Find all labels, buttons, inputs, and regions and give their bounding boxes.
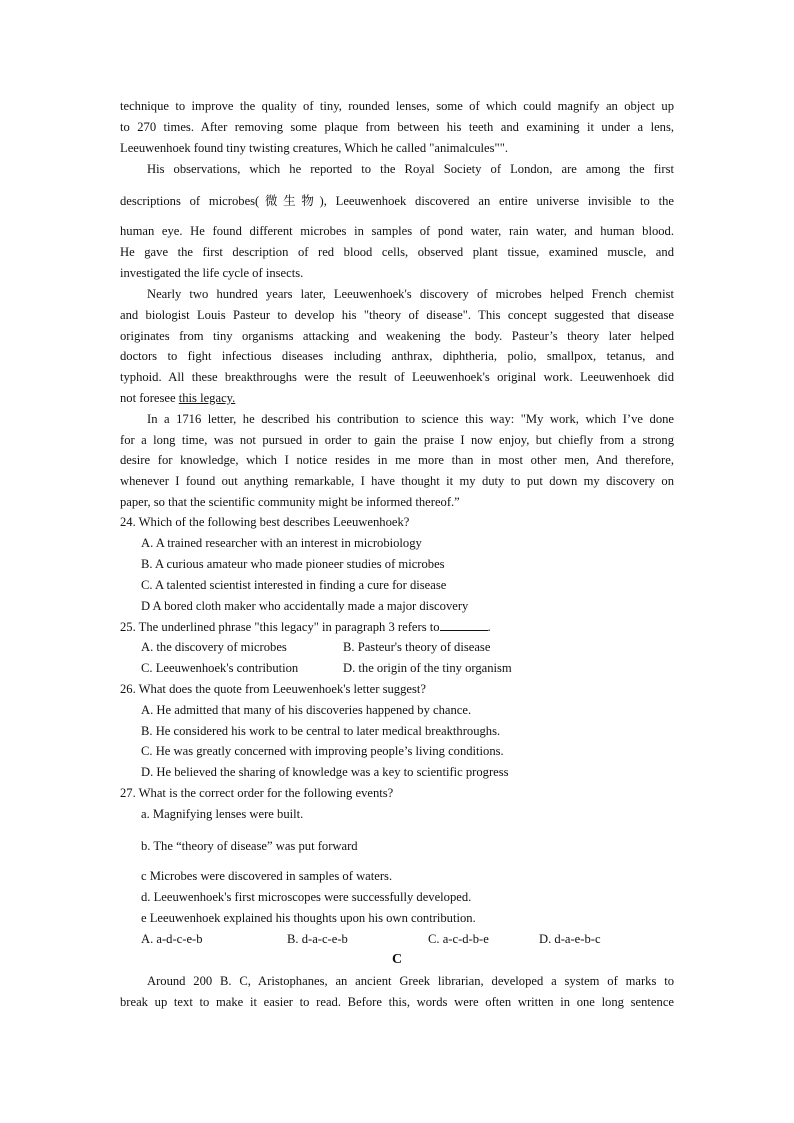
question-27-event-d: d. Leeuwenhoek's first microscopes were successfully developed. — [141, 890, 472, 904]
question-26-option-a: A. He admitted that many of his discoveries happened by chance. — [141, 703, 472, 717]
question-27-event-e: e Leeuwenhoek explained his thoughts upon his own contribution. — [141, 911, 476, 925]
paragraph-line: for a long time, was not pursued in order to gain the praise I now enjoy, but chiefly from a strong — [120, 433, 674, 447]
question-24-option-b: B. A curious amateur who made pioneer studies of microbes — [141, 557, 445, 571]
question-25-option-c: C. Leeuwenhoek's contribution — [141, 661, 299, 675]
paragraph-line: human eye. He found different microbes in samples of pond water, rain water, and human blood. — [120, 224, 674, 238]
paragraph-line: and biologist Louis Pasteur to develop his "theory of disease". This concept suggested that disease — [120, 308, 674, 322]
paragraph-line: Leeuwenhoek found tiny twisting creatures, Which he called "animalcules"". — [120, 141, 508, 155]
question-26-option-d: D. He believed the sharing of knowledge was a key to scientific progress — [141, 765, 509, 779]
question-27-option-b: B. d-a-c-e-b — [287, 932, 348, 946]
question-25-option-a: A. the discovery of microbes — [141, 640, 287, 654]
paragraph-line: technique to improve the quality of tiny, rounded lenses, some of which could magnify an object up — [120, 99, 674, 113]
question-25-stem — [120, 619, 674, 635]
question-26-stem: 26. What does the quote from Leeuwenhoek's letter suggest? — [120, 682, 426, 696]
question-25-stem-end: . — [487, 620, 491, 634]
paragraph-line: In a 1716 letter, he described his contribution to science this way: "My work, which I’ve done — [147, 412, 674, 426]
question-24-option-c: C. A talented scientist interested in finding a cure for disease — [141, 578, 447, 592]
question-27-option-d: D. d-a-e-b-c — [539, 932, 601, 946]
question-26-option-b: B. He considered his work to be central to later medical breakthroughs. — [141, 724, 501, 738]
paragraph-line: His observations, which he reported to the Royal Society of London, are among the first — [147, 162, 674, 176]
paragraph-line: whenever I found out anything remarkable, I have thought it my duty to put down my discovery on — [120, 474, 674, 488]
question-24-option-a: A. A trained researcher with an interest in microbiology — [141, 536, 422, 550]
question-27-stem: 27. What is the correct order for the following events? — [120, 786, 394, 800]
paragraph-line: break up text to make it easier to read. Before this, words were often written in one long sentence — [120, 995, 674, 1009]
question-26-option-c: C. He was greatly concerned with improving people’s living conditions. — [141, 744, 504, 758]
question-27-event-b: b. The “theory of disease” was put forward — [141, 839, 358, 853]
question-24-stem: 24. Which of the following best describes Leeuwenhoek? — [120, 515, 410, 529]
answer-blank — [440, 619, 488, 631]
question-25-option-d: D. the origin of the tiny organism — [343, 661, 512, 675]
question-27-event-a: a. Magnifying lenses were built. — [141, 807, 304, 821]
paragraph-line: He gave the first description of red blood cells, observed plant tissue, examined muscle, and — [120, 245, 674, 259]
question-27-event-c: c Microbes were discovered in samples of waters. — [141, 869, 393, 883]
question-27-option-c: C. a-c-d-b-e — [428, 932, 489, 946]
question-25-stem-text: 25. The underlined phrase "this legacy" in paragraph 3 refers to — [120, 620, 440, 634]
question-24-option-d: D A bored cloth maker who accidentally made a major discovery — [141, 599, 469, 613]
paragraph-line — [120, 390, 674, 406]
paragraph-text: not foresee — [120, 391, 179, 405]
paragraph-line: investigated the life cycle of insects. — [120, 266, 304, 280]
paragraph-line: Nearly two hundred years later, Leeuwenhoek's discovery of microbes helped French chemist — [147, 287, 674, 301]
paragraph-line: paper, so that the scientific community might be informed thereof.” — [120, 495, 460, 509]
question-27-option-a: A. a-d-c-e-b — [141, 932, 203, 946]
paragraph-line: desire for knowledge, which I notice resides in me more than in most other men, And therefore, — [120, 453, 674, 467]
paragraph-line: typhoid. All these breakthroughs were the result of Leeuwenhoek's original work. Leeuwenhoek did — [120, 370, 674, 384]
underlined-phrase: this legacy. — [178, 391, 236, 405]
paragraph-line: to 270 times. After removing some plaque from between his teeth and examining it under a lens, — [120, 120, 674, 134]
paragraph-line: Around 200 B. C, Aristophanes, an ancient Greek librarian, developed a system of marks to — [147, 974, 674, 988]
section-heading: C — [391, 952, 403, 967]
question-25-option-b: B. Pasteur's theory of disease — [343, 640, 491, 654]
paragraph-line: originates from tiny organisms attacking and weakening the body. Pasteur’s theory later helped — [120, 329, 674, 343]
paragraph-line: doctors to fight infectious diseases including anthrax, diphtheria, polio, smallpox, tetanus, and — [120, 349, 674, 363]
paragraph-line: descriptions of microbes(微生物), Leeuwenhoek discovered an entire universe invisible to the — [120, 194, 674, 208]
